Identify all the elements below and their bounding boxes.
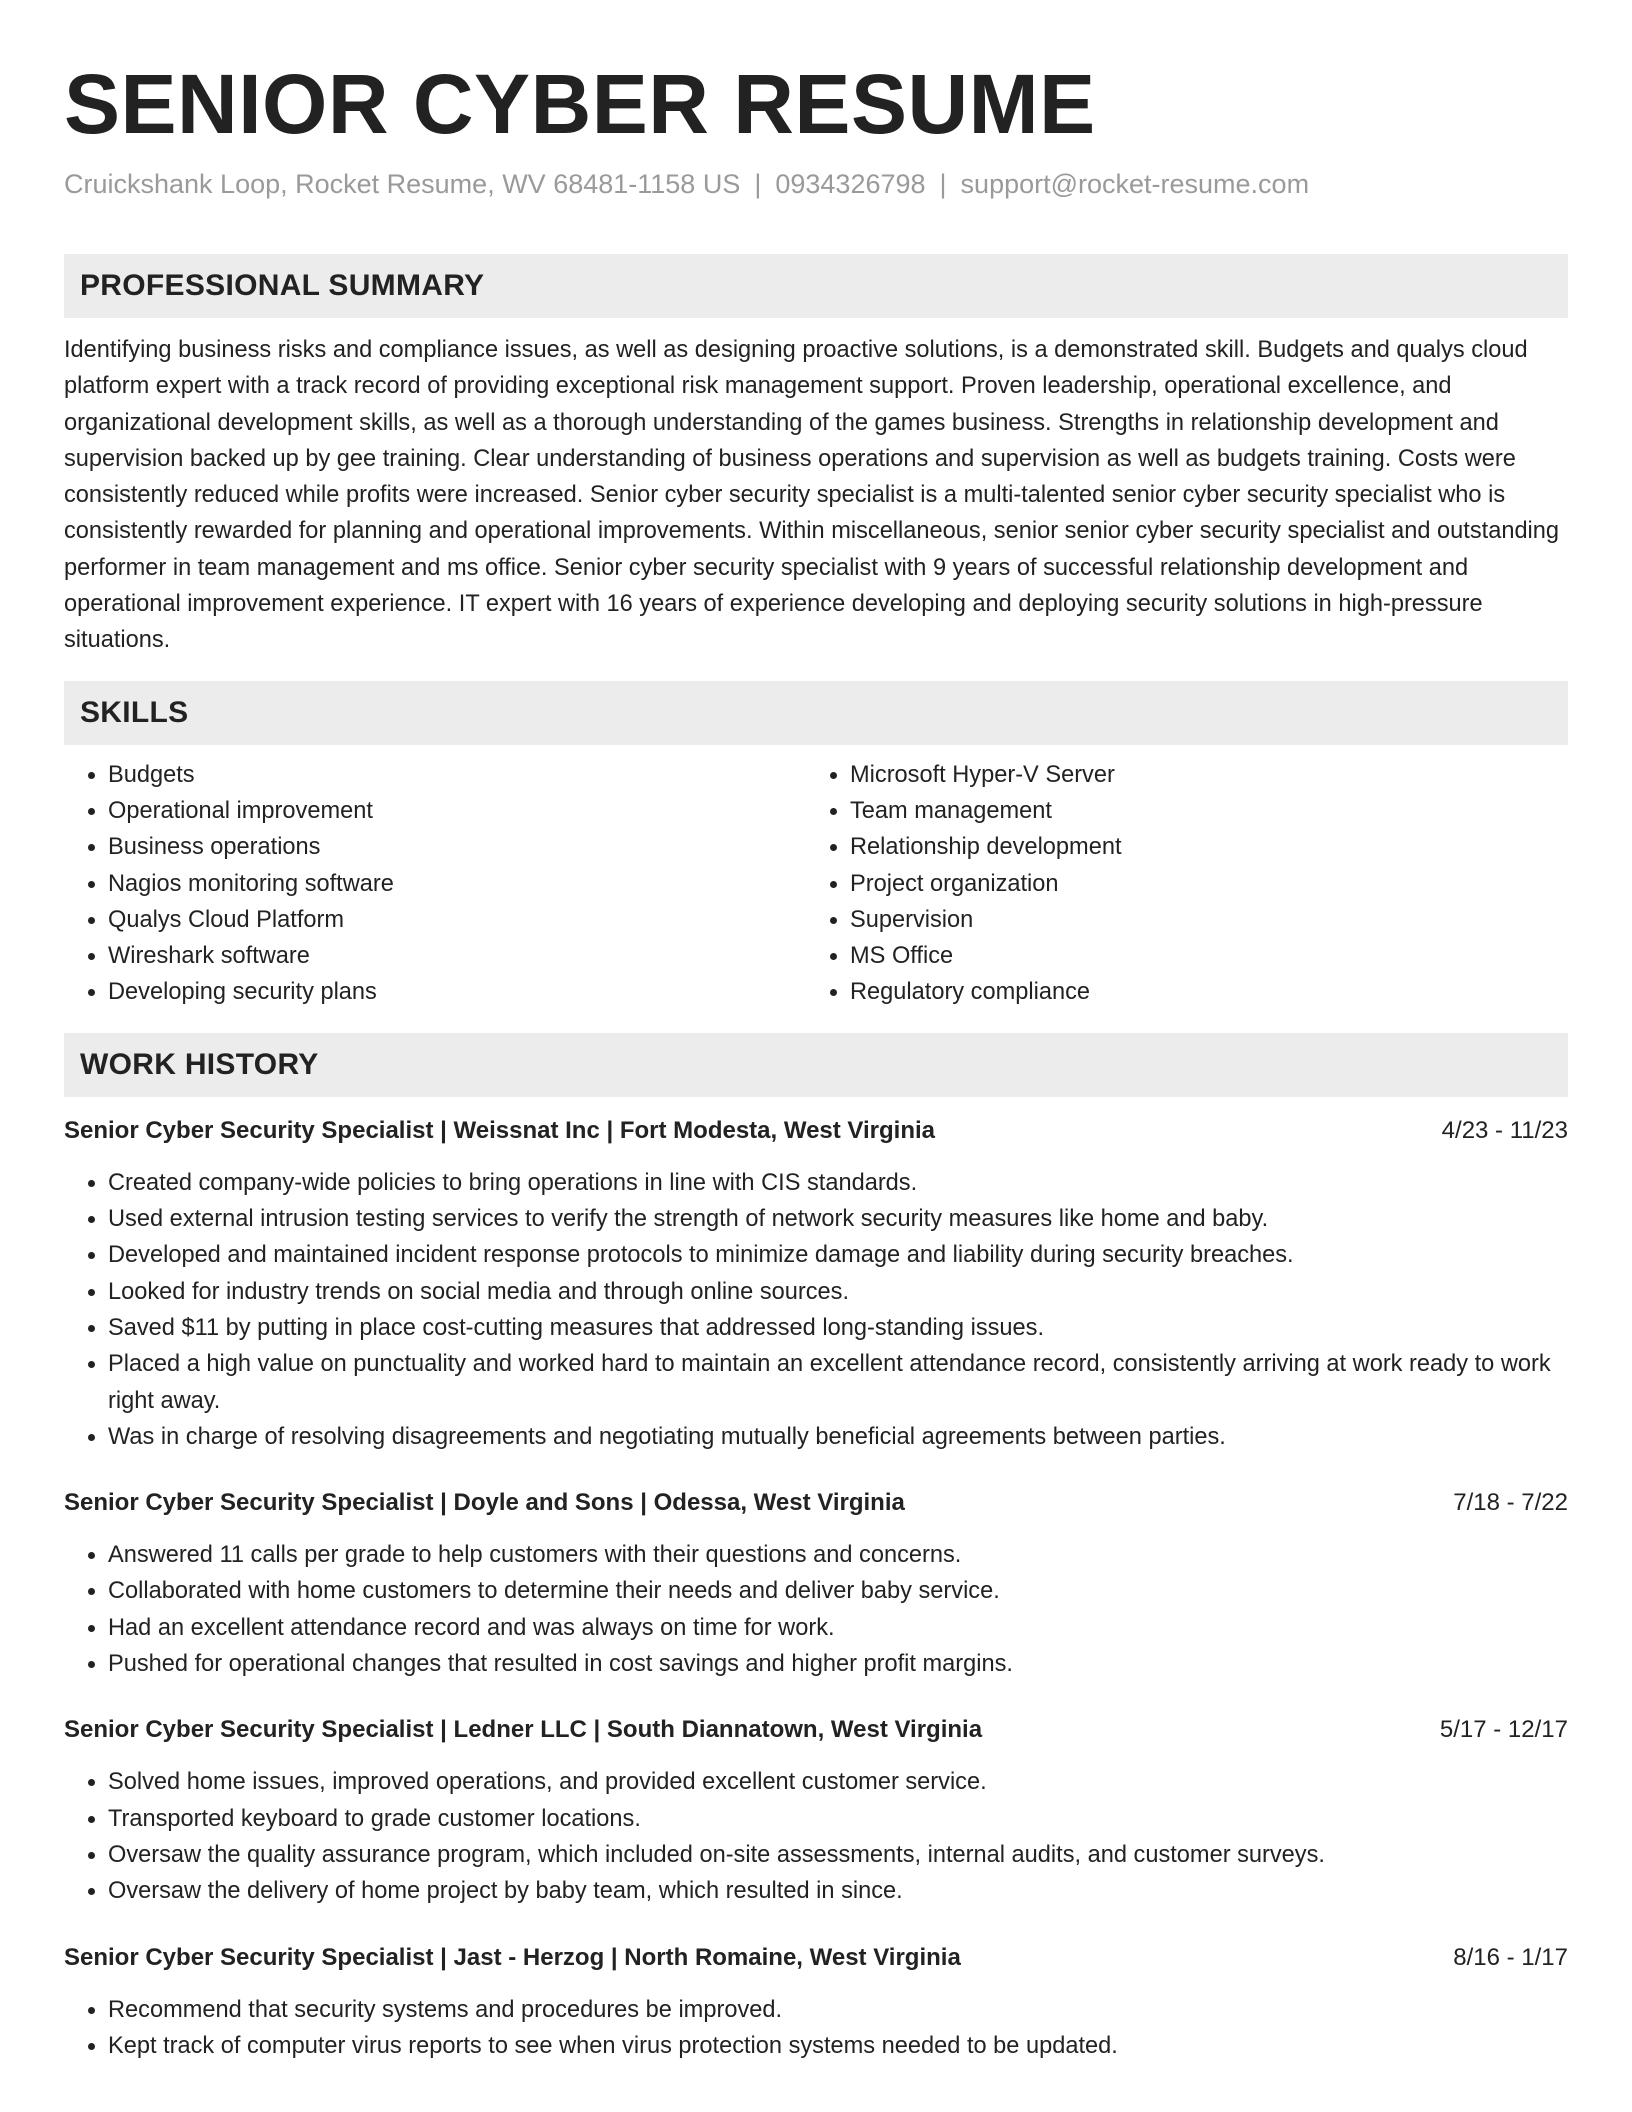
job-dates: 7/18 - 7/22	[1453, 1489, 1568, 1517]
skills-columns	[64, 757, 1568, 1011]
job-bullets	[64, 1992, 1568, 2065]
job-entry	[64, 1712, 1568, 1909]
resume-page	[64, 0, 1568, 2064]
job-bullet: • Looked for industry trends on social media and through online sources.	[108, 1274, 1568, 1310]
skill-item: • Operational improvement	[108, 793, 806, 829]
job-header	[64, 1712, 1568, 1748]
job-bullet: • Used external intrusion testing services to verify the strength of network security measures like home and baby.	[108, 1201, 1568, 1237]
work-history-list	[64, 1113, 1568, 2064]
job-dates: 4/23 - 11/23	[1441, 1116, 1568, 1144]
skill-item: • Regulatory compliance	[850, 974, 1548, 1010]
job-bullet: • Kept track of computer virus reports to see when virus protection systems needed to be updated.	[108, 2028, 1568, 2064]
job-bullets	[64, 1537, 1568, 1682]
job-bullet: • Answered 11 calls per grade to help customers with their questions and concerns.	[108, 1537, 1568, 1573]
job-bullet: • Solved home issues, improved operations, and provided excellent customer service.	[108, 1764, 1568, 1800]
job-bullet: • Pushed for operational changes that resulted in cost savings and higher profit margins.	[108, 1646, 1568, 1682]
skill-item: • Developing security plans	[108, 974, 806, 1010]
skill-item: • Microsoft Hyper-V Server	[850, 757, 1548, 793]
contact-email: support@rocket-resume.com	[960, 169, 1310, 199]
contact-separator: |	[939, 169, 947, 199]
skill-item: • Nagios monitoring software	[108, 866, 806, 902]
job-bullets	[64, 1764, 1568, 1909]
skill-item: • Business operations	[108, 829, 806, 865]
job-bullet: • Saved $11 by putting in place cost-cutting measures that addressed long-standing issues.	[108, 1310, 1568, 1346]
job-bullets	[64, 1165, 1568, 1455]
section-heading-work-history: WORK HISTORY	[64, 1033, 1568, 1097]
job-entry	[64, 1113, 1568, 1455]
job-bullet: • Was in charge of resolving disagreements and negotiating mutually beneficial agreements between parties.	[108, 1419, 1568, 1455]
contact-address: Cruickshank Loop, Rocket Resume, WV 68481-1158 US	[64, 169, 741, 199]
job-entry	[64, 1485, 1568, 1682]
skill-item: • MS Office	[850, 938, 1548, 974]
skills-list-right	[806, 757, 1548, 1011]
contact-line	[64, 166, 1568, 202]
skill-item: • Team management	[850, 793, 1548, 829]
skill-item: • Wireshark software	[108, 938, 806, 974]
job-bullet: • Developed and maintained incident response protocols to minimize damage and liability during security breaches.	[108, 1237, 1568, 1273]
section-heading-skills: SKILLS	[64, 681, 1568, 745]
section-heading-summary: PROFESSIONAL SUMMARY	[64, 254, 1568, 318]
contact-separator: |	[754, 169, 762, 199]
skill-item: • Qualys Cloud Platform	[108, 902, 806, 938]
job-entry	[64, 1940, 1568, 2065]
job-title: Senior Cyber Security Specialist | Weissnat Inc | Fort Modesta, West Virginia	[64, 1116, 936, 1144]
job-dates: 5/17 - 12/17	[1439, 1716, 1568, 1744]
job-bullet: • Recommend that security systems and procedures be improved.	[108, 1992, 1568, 2028]
job-title: Senior Cyber Security Specialist | Jast - Herzog | North Romaine, West Virginia	[64, 1943, 961, 1971]
skills-list-left	[64, 757, 806, 1011]
resume-title: SENIOR CYBER RESUME	[64, 57, 1096, 151]
job-title: Senior Cyber Security Specialist | Ledner LLC | South Diannatown, West Virginia	[64, 1716, 983, 1744]
contact-phone: 0934326798	[775, 169, 926, 199]
skill-item: • Supervision	[850, 902, 1548, 938]
skill-item: • Relationship development	[850, 829, 1548, 865]
job-bullet: • Created company-wide policies to bring operations in line with CIS standards.	[108, 1165, 1568, 1201]
job-header	[64, 1113, 1568, 1149]
job-dates: 8/16 - 1/17	[1453, 1943, 1568, 1971]
job-bullet: • Collaborated with home customers to determine their needs and deliver baby service.	[108, 1573, 1568, 1609]
job-bullet: • Had an excellent attendance record and was always on time for work.	[108, 1610, 1568, 1646]
skill-item: • Project organization	[850, 866, 1548, 902]
job-bullet: • Placed a high value on punctuality and worked hard to maintain an excellent attendance record, consistently arriving at work ready to work right away.	[108, 1346, 1568, 1419]
job-bullet: • Oversaw the delivery of home project by baby team, which resulted in since.	[108, 1873, 1568, 1909]
summary-text: Identifying business risks and compliance issues, as well as designing proactive solutions, is a demonstrated skill. Budgets and qualys cloud platform expert with a track record of providing exceptional risk management support. Proven leadership, operational excellence, and organizational development skills, as well as a thorough understanding of the games business. Strengths in relationship development and supervision backed up by gee training. Clear understanding of business operations and supervision as well as budgets training. Costs were consistently reduced while profits were increased. Senior cyber security specialist is a multi-talented senior cyber security specialist who is consistently rewarded for planning and operational improvements. Within miscellaneous, senior senior cyber security specialist and outstanding performer in team management and ms office. Senior cyber security specialist with 9 years of successful relationship development and operational improvement experience. IT expert with 16 years of experience developing and deploying security solutions in high-pressure situations.	[64, 337, 1560, 654]
job-title: Senior Cyber Security Specialist | Doyle and Sons | Odessa, West Virginia	[64, 1489, 905, 1517]
job-bullet: • Transported keyboard to grade customer locations.	[108, 1801, 1568, 1837]
skill-item: • Budgets	[108, 757, 806, 793]
job-header	[64, 1940, 1568, 1976]
job-header	[64, 1485, 1568, 1521]
job-bullet: • Oversaw the quality assurance program, which included on-site assessments, internal audits, and customer surveys.	[108, 1837, 1568, 1873]
